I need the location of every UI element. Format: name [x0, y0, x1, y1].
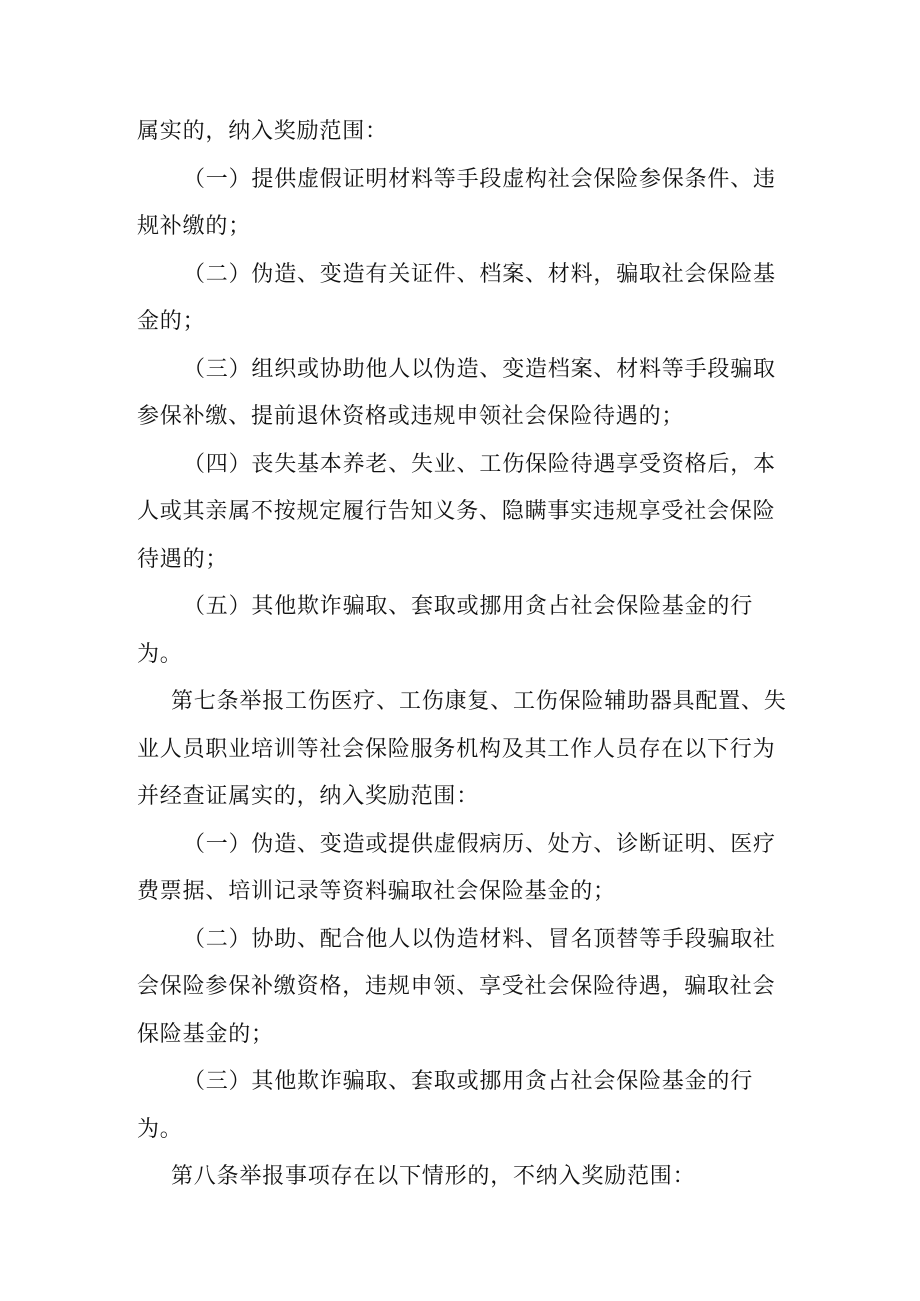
- list-item-2: （二）伪造、变造有关证件、档案、材料，骗取社会保险基金的；: [137, 261, 776, 334]
- article-7-item-1: （一）伪造、变造或提供虚假病历、处方、诊断证明、医疗费票据、培训记录等资料骗取社会保险基金的；: [137, 831, 776, 904]
- article-7-item-3: （三）其他欺诈骗取、套取或挪用贪占社会保险基金的行为。: [137, 1069, 754, 1142]
- article-7-item-2: （二）协助、配合他人以伪造材料、冒名顶替等手段骗取社会保险参保补缴资格，违规申领、享受社会保险待遇，骗取社会保险基金的；: [137, 926, 776, 1047]
- list-item-5: （五）其他欺诈骗取、套取或挪用贪占社会保险基金的行为。: [137, 594, 754, 667]
- article-8: 第八条举报事项存在以下情形的，不纳入奖励范围：: [171, 1164, 696, 1189]
- document-body: [137, 108, 797, 1201]
- article-7: 第七条举报工伤医疗、工伤康复、工伤保险辅助器具配置、失业人员职业培训等社会保险服务机构及其工作人员存在以下行为并经查证属实的，纳入奖励范围：: [137, 689, 787, 809]
- list-item-4: （四）丧失基本养老、失业、工伤保险待遇享受资格后，本人或其亲属不按规定履行告知义务、隐瞒事实违规享受社会保险待遇的；: [137, 451, 776, 572]
- list-item-1: （一）提供虚假证明材料等手段虚构社会保险参保条件、违规补缴的；: [137, 166, 776, 239]
- paragraph-continuation: 属实的，纳入奖励范围：: [137, 119, 388, 144]
- list-item-3: （三）组织或协助他人以伪造、变造档案、材料等手段骗取参保补缴、提前退休资格或违规申领社会保险待遇的；: [137, 356, 776, 429]
